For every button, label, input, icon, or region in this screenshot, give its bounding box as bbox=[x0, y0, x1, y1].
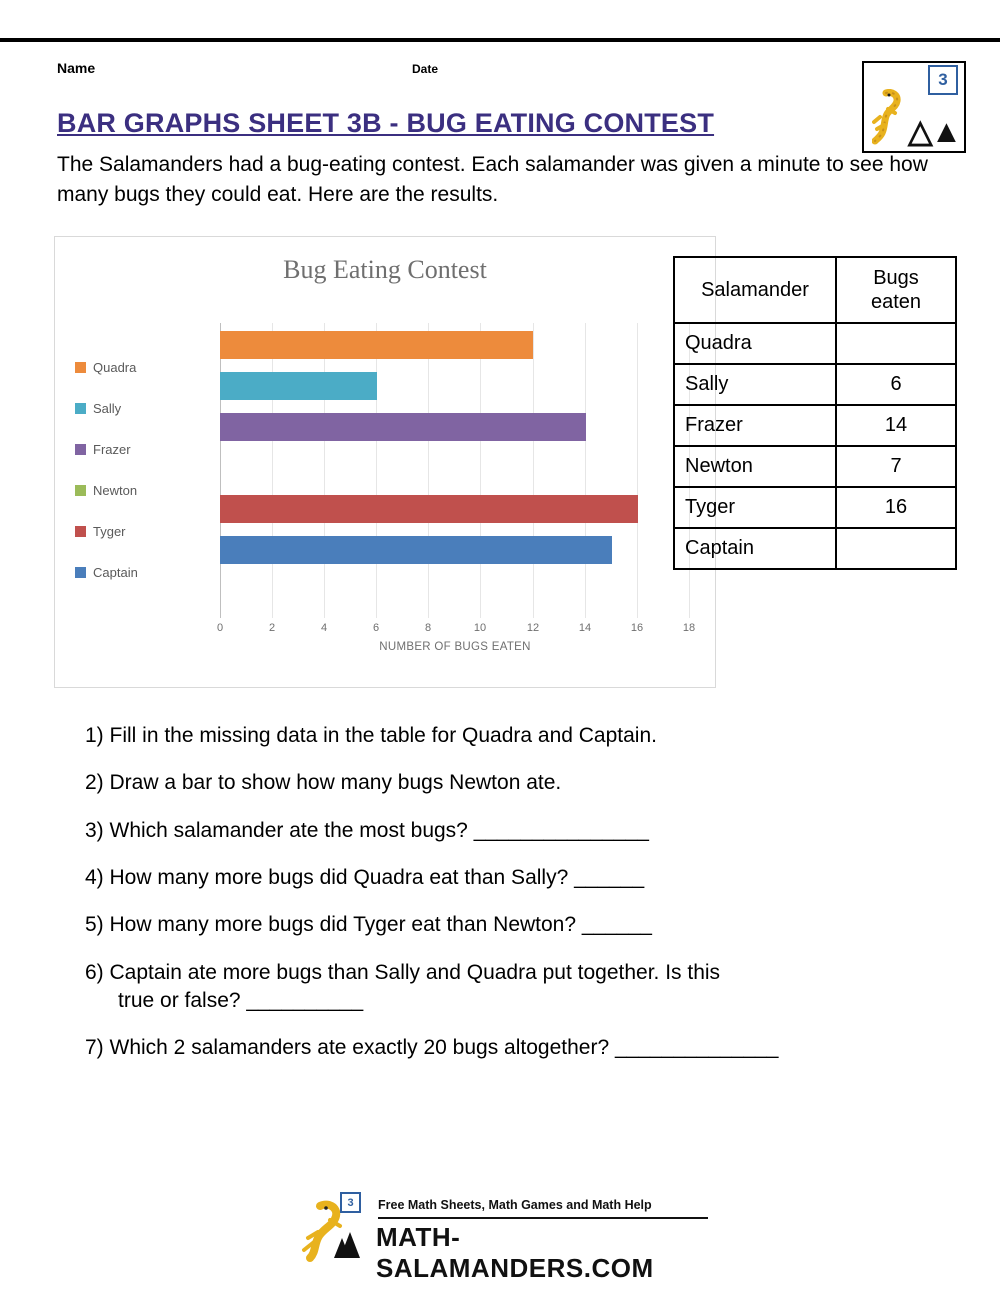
legend-item bbox=[75, 347, 203, 388]
table-cell-name: Captain bbox=[674, 528, 836, 569]
bar-quadra bbox=[220, 331, 533, 359]
bar-row bbox=[220, 489, 638, 529]
chart-legend bbox=[75, 347, 203, 593]
legend-swatch bbox=[75, 444, 86, 455]
gridline bbox=[480, 323, 481, 618]
salamander-logo-icon bbox=[872, 89, 906, 145]
x-tick: 2 bbox=[268, 622, 276, 634]
footer-tagline: Free Math Sheets, Math Games and Math Help bbox=[378, 1198, 652, 1212]
question-1: 1) Fill in the missing data in the table for Quadra and Captain. bbox=[85, 724, 657, 747]
bar-row bbox=[220, 407, 586, 447]
date-label: Date bbox=[412, 62, 439, 76]
questions-list bbox=[85, 722, 965, 1082]
table-row bbox=[674, 528, 956, 569]
question-2: 2) Draw a bar to show how many bugs Newton ate. bbox=[85, 771, 562, 795]
question-6-line2: true or false? __________ bbox=[118, 989, 364, 1013]
question-6 bbox=[85, 959, 965, 1016]
x-axis-ticks bbox=[216, 622, 696, 640]
intro-text: The Salamanders had a bug-eating contest. Each salamander was given a minute to see how many bugs they could eat. Here are the results. bbox=[57, 153, 928, 207]
legend-label: Tyger bbox=[93, 524, 126, 539]
table-cell-name: Newton bbox=[674, 446, 836, 487]
footer bbox=[0, 1190, 1000, 1283]
logo-mark: △▲ bbox=[908, 113, 961, 149]
bar-frazer bbox=[220, 413, 586, 441]
results-table bbox=[673, 256, 957, 570]
top-divider bbox=[0, 38, 1000, 42]
chart-title: Bug Eating Contest bbox=[283, 255, 487, 284]
legend-item bbox=[75, 511, 203, 552]
table-cell-name: Sally bbox=[674, 364, 836, 405]
plot-area bbox=[220, 323, 690, 618]
question-3: 3) Which salamander ate the most bugs? _______________ bbox=[85, 818, 649, 842]
table-header-bugs: Bugs bbox=[873, 267, 919, 289]
table-cell-value[interactable]: 6 bbox=[836, 364, 956, 405]
grade-number: 3 bbox=[928, 65, 958, 95]
footer-grade-number: 3 bbox=[340, 1192, 361, 1213]
question-7: 7) Which 2 salamanders ate exactly 20 bugs altogether? ______________ bbox=[85, 1036, 779, 1060]
table-cell-value[interactable]: 16 bbox=[836, 487, 956, 528]
table-row bbox=[674, 323, 956, 364]
legend-swatch bbox=[75, 485, 86, 496]
x-tick: 12 bbox=[526, 622, 540, 634]
x-tick: 14 bbox=[578, 622, 592, 634]
table-cell-value[interactable] bbox=[836, 323, 956, 364]
x-tick: 18 bbox=[682, 622, 696, 634]
table-row bbox=[674, 364, 956, 405]
legend-swatch bbox=[75, 526, 86, 537]
bar-row bbox=[220, 530, 612, 570]
legend-label: Newton bbox=[93, 483, 138, 498]
legend-label: Captain bbox=[93, 565, 138, 580]
legend-label: Quadra bbox=[93, 360, 137, 375]
bar-row bbox=[220, 325, 533, 365]
table-cell-value[interactable]: 7 bbox=[836, 446, 956, 487]
bar-row bbox=[220, 366, 377, 406]
gridline bbox=[428, 323, 429, 618]
legend-item bbox=[75, 388, 203, 429]
table-header-eaten: eaten bbox=[870, 291, 922, 313]
gridline bbox=[585, 323, 586, 618]
grade-badge bbox=[862, 61, 966, 153]
legend-item bbox=[75, 429, 203, 470]
bar-tyger bbox=[220, 495, 638, 523]
x-tick: 16 bbox=[630, 622, 644, 634]
x-tick: 4 bbox=[320, 622, 328, 634]
x-axis-title: NUMBER OF BUGS EATEN bbox=[379, 641, 531, 653]
name-label: Name bbox=[57, 60, 96, 76]
footer-divider bbox=[378, 1217, 708, 1219]
gridline bbox=[533, 323, 534, 618]
table-header-bugs-eaten bbox=[836, 257, 956, 323]
bar-sally bbox=[220, 372, 377, 400]
question-6-line1: 6) Captain ate more bugs than Sally and Quadra put together. Is this bbox=[85, 960, 721, 984]
table-header-row bbox=[674, 257, 956, 323]
legend-item bbox=[75, 470, 203, 511]
x-tick: 0 bbox=[216, 622, 224, 634]
legend-item bbox=[75, 552, 203, 593]
bar-chart bbox=[54, 236, 716, 688]
table-row bbox=[674, 405, 956, 446]
legend-swatch bbox=[75, 403, 86, 414]
x-tick: 10 bbox=[473, 622, 487, 634]
table-cell-name: Frazer bbox=[674, 405, 836, 446]
table-row bbox=[674, 487, 956, 528]
table-cell-name: Tyger bbox=[674, 487, 836, 528]
table-row bbox=[674, 446, 956, 487]
bar-captain bbox=[220, 536, 612, 564]
legend-label: Frazer bbox=[93, 442, 131, 457]
table-cell-value[interactable] bbox=[836, 528, 956, 569]
gridline bbox=[637, 323, 638, 618]
legend-swatch bbox=[75, 567, 86, 578]
table-cell-value[interactable]: 14 bbox=[836, 405, 956, 446]
table-header-salamander: Salamander bbox=[674, 257, 836, 323]
legend-swatch bbox=[75, 362, 86, 373]
footer-site-name: MATH-SALAMANDERS.COM bbox=[376, 1222, 654, 1283]
question-5: 5) How many more bugs did Tyger eat than Newton? ______ bbox=[85, 913, 652, 937]
table-cell-name: Quadra bbox=[674, 323, 836, 364]
question-4: 4) How many more bugs did Quadra eat than Sally? ______ bbox=[85, 866, 645, 890]
legend-label: Sally bbox=[93, 401, 122, 416]
page-title: BAR GRAPHS SHEET 3B - BUG EATING CONTEST bbox=[57, 108, 715, 138]
x-tick: 8 bbox=[424, 622, 432, 634]
x-tick: 6 bbox=[372, 622, 380, 634]
